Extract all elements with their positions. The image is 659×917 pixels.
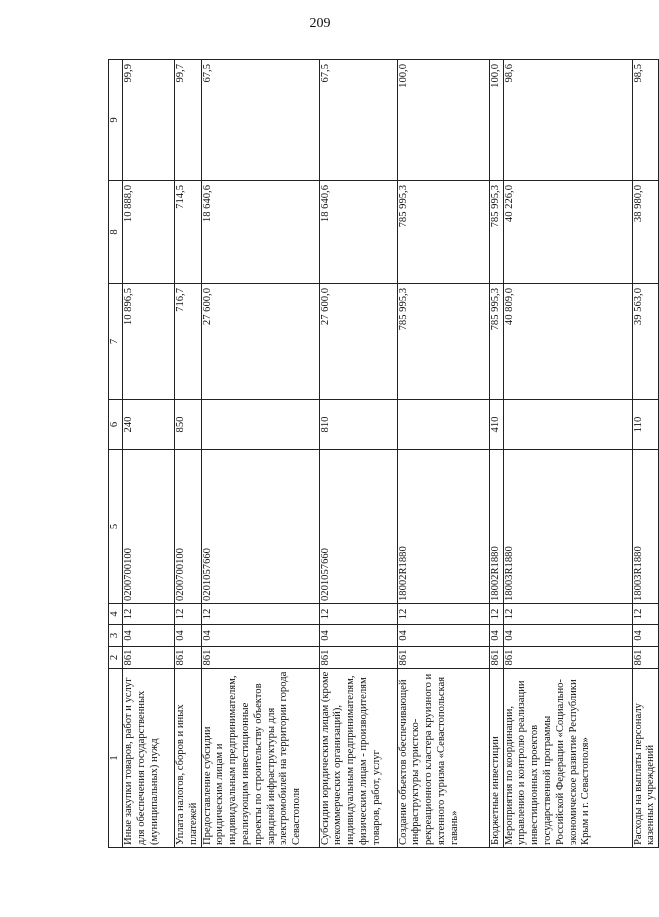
cell-c5: 0201057660: [201, 450, 319, 604]
cell-c3: 04: [175, 625, 202, 647]
cell-name: Бюджетные инвестиции: [489, 669, 503, 848]
cell-c4: 12: [489, 604, 503, 625]
cell-name: Предоставление субсидии юридическим лицам и индивидуальным предпринимателям, реализующим инвестиционные проекты по строительству объектов зарядной инфраструктуры для электромобилей на территории города Севастополя: [201, 669, 319, 848]
table-row: [489, 60, 503, 848]
cell-c8: 785 995,3: [397, 181, 489, 284]
cell-c6: [201, 400, 319, 450]
cell-c7: 716,7: [175, 284, 202, 400]
table-body: [109, 60, 659, 848]
cell-name: Уплата налогов, сборов и иных платежей: [175, 669, 202, 848]
cell-c7: 785 995,3: [489, 284, 503, 400]
cell-c5: 18002R1880: [489, 450, 503, 604]
cell-c8: 785 995,3: [489, 181, 503, 284]
cell-c2: 861: [397, 647, 489, 669]
cell-c4: 12: [201, 604, 319, 625]
cell-c8: 38 980,0: [632, 181, 659, 284]
header-row: [109, 60, 123, 848]
cell-c6: [503, 400, 632, 450]
page-number: 209: [309, 16, 331, 31]
cell-c4: 12: [503, 604, 632, 625]
cell-c3: 04: [503, 625, 632, 647]
cell-c3: 04: [201, 625, 319, 647]
cell-c9: 99,9: [123, 60, 175, 181]
cell-c3: 04: [489, 625, 503, 647]
table-row: [397, 60, 489, 848]
cell-name: Расходы на выплаты персоналу казенных учреждений: [632, 669, 659, 848]
cell-name: Субсидии юридическим лицам (кроме некоммерческих организаций), индивидуальным предпринимателям, физическим лицам - производителям товаров, работ, услуг: [319, 669, 397, 848]
cell-c6: 240: [123, 400, 175, 450]
cell-c3: 04: [632, 625, 659, 647]
budget-table: [108, 59, 659, 848]
cell-c5: 0201057660: [319, 450, 397, 604]
cell-c5: 18002R1880: [397, 450, 489, 604]
table-row: [201, 60, 319, 848]
table-row: [632, 60, 659, 848]
cell-c8: 10 888,0: [123, 181, 175, 284]
cell-c6: [397, 400, 489, 450]
cell-c7: 27 600,0: [319, 284, 397, 400]
cell-c6: 110: [632, 400, 659, 450]
cell-c3: 04: [123, 625, 175, 647]
cell-c2: 861: [319, 647, 397, 669]
cell-c5: 0200700100: [175, 450, 202, 604]
cell-name: Создание объектов обеспечивающей инфраструктуры туристско-рекреационного кластера круизного и яхтенного туризма «Севастопольская гавань»: [397, 669, 489, 848]
header-cell-2: 2: [109, 647, 123, 669]
cell-c7: 10 896,5: [123, 284, 175, 400]
header-cell-6: 6: [109, 400, 123, 450]
cell-c8: 18 640,6: [319, 181, 397, 284]
cell-c4: 12: [319, 604, 397, 625]
table-row: [123, 60, 175, 848]
cell-c9: 99,7: [175, 60, 202, 181]
cell-c8: 714,5: [175, 181, 202, 284]
cell-c5: 18003R1880: [503, 450, 632, 604]
cell-name: Иные закупки товаров, работ и услуг для обеспечения государственных (муниципальных) нужд: [123, 669, 175, 848]
cell-c6: 850: [175, 400, 202, 450]
table-row: [175, 60, 202, 848]
cell-c4: 12: [397, 604, 489, 625]
cell-c9: 100,0: [489, 60, 503, 181]
cell-c7: 785 995,3: [397, 284, 489, 400]
cell-c7: 40 809,0: [503, 284, 632, 400]
cell-c5: 0200700100: [123, 450, 175, 604]
cell-c4: 12: [123, 604, 175, 625]
cell-c9: 67,5: [319, 60, 397, 181]
cell-name: Мероприятия по координации, управлению и контролю реализации инвестиционных проектов государственной программы Российской Федерации «Социально-экономическое развитие Республики Крым и г. Севастополя»: [503, 669, 632, 848]
header-cell-8: 8: [109, 181, 123, 284]
cell-c4: 12: [632, 604, 659, 625]
cell-c2: 861: [503, 647, 632, 669]
cell-c7: 39 563,0: [632, 284, 659, 400]
cell-c5: 18003R1880: [632, 450, 659, 604]
cell-c9: 98,5: [632, 60, 659, 181]
header-cell-3: 3: [109, 625, 123, 647]
header-cell-5: 5: [109, 450, 123, 604]
cell-c3: 04: [319, 625, 397, 647]
cell-c2: 861: [632, 647, 659, 669]
cell-c9: 100,0: [397, 60, 489, 181]
cell-c2: 861: [123, 647, 175, 669]
header-cell-4: 4: [109, 604, 123, 625]
header-cell-1: 1: [109, 669, 123, 848]
cell-c4: 12: [175, 604, 202, 625]
cell-c3: 04: [397, 625, 489, 647]
cell-c9: 98,6: [503, 60, 632, 181]
table-row: [503, 60, 632, 848]
rotated-table-container: [108, 60, 657, 848]
cell-c2: 861: [175, 647, 202, 669]
cell-c8: 18 640,6: [201, 181, 319, 284]
cell-c9: 67,5: [201, 60, 319, 181]
cell-c6: 410: [489, 400, 503, 450]
cell-c2: 861: [201, 647, 319, 669]
cell-c6: 810: [319, 400, 397, 450]
header-cell-9: 9: [109, 60, 123, 181]
table-row: [319, 60, 397, 848]
cell-c2: 861: [489, 647, 503, 669]
header-cell-7: 7: [109, 284, 123, 400]
cell-c7: 27 600,0: [201, 284, 319, 400]
cell-c8: 40 226,0: [503, 181, 632, 284]
